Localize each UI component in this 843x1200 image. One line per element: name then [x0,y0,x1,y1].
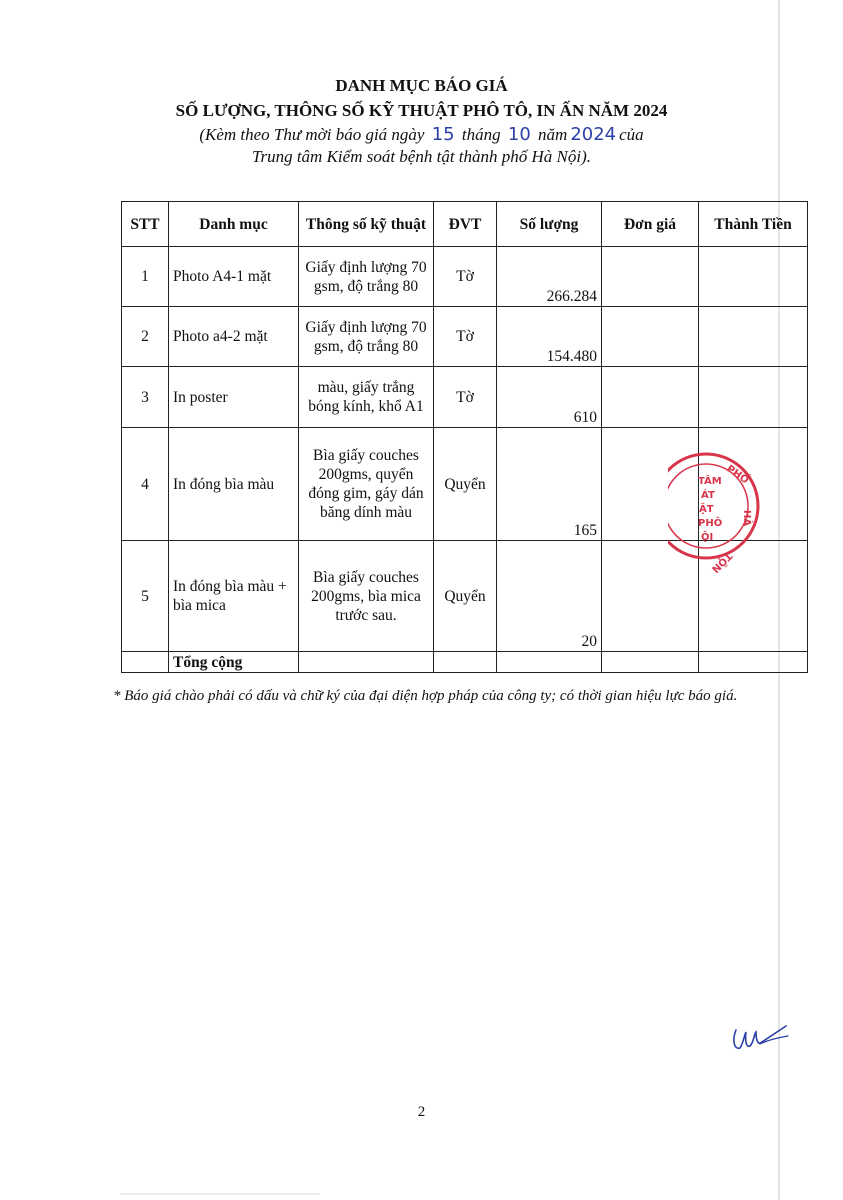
cell-item: Photo A4-1 mặt [169,247,299,307]
handwritten-initials-signature [730,1018,790,1058]
svg-text:PHỐ: PHỐ [724,463,751,487]
cell-qty [497,652,602,673]
document-title: DANH MỤC BÁO GIÁ [335,76,508,95]
cell-unit [434,652,497,673]
cell-spec: màu, giấy trắng bóng kính, khổ A1 [299,367,434,428]
cell-spec: Bìa giấy couches 200gms, quyển đóng gim, gáy dán băng dính màu [299,428,434,541]
cell-unit: Quyển [434,428,497,541]
table-header-row [122,202,808,247]
col-header-stt: STT [122,202,169,247]
table-row [122,247,808,307]
total-row [122,652,808,673]
cell-item: In đóng bìa màu [169,428,299,541]
cell-price [602,367,699,428]
cell-price [602,247,699,307]
cell-unit: Tờ [434,307,497,367]
cell-item: In đóng bìa màu + bìa mica [169,541,299,652]
handwritten-day: 15 [431,124,455,145]
col-header-amount: Thành Tiền [699,202,808,247]
attachment-year-label: năm [538,125,568,144]
document-header [0,74,843,168]
footnote: * Báo giá chào phải có dấu và chữ ký của đại diện hợp pháp của công ty; có thời gian hiệu lực báo giá. [113,688,738,704]
cell-amount [699,307,808,367]
svg-text:TÂM: TÂM [698,476,722,487]
cell-amount [699,652,808,673]
table-row [122,307,808,367]
cell-spec: Giấy định lượng 70 gsm, độ trắng 80 [299,307,434,367]
cell-item: In poster [169,367,299,428]
col-header-qty: Số lượng [497,202,602,247]
cell-qty: 20 [497,541,602,652]
total-label: Tổng cộng [169,652,299,673]
cell-unit: Quyển [434,541,497,652]
cell-spec [299,652,434,673]
cell-stt: 2 [122,307,169,367]
cell-unit: Tờ [434,367,497,428]
cell-amount [699,247,808,307]
page-number: 2 [417,1104,426,1120]
seal-graphic [668,440,764,580]
svg-text:HÀ: HÀ [741,510,752,527]
red-seal-stamp [668,440,764,580]
handwritten-year: 2024 [570,124,617,145]
document-subtitle: SỐ LƯỢNG, THÔNG SỐ KỸ THUẬT PHÔ TÔ, IN ẤN NĂM 2024 [175,101,668,120]
svg-text:PHÔ: PHÔ [698,518,723,529]
svg-text:ÁT: ÁT [701,490,715,501]
col-header-unit: ĐVT [434,202,497,247]
cell-stt: 4 [122,428,169,541]
scan-edge-bottom [120,1193,320,1195]
cell-price [602,652,699,673]
svg-text:ỘI: ỘI [701,532,714,543]
cell-stt: 1 [122,247,169,307]
handwritten-month: 10 [507,124,531,145]
cell-item: Photo a4-2 mặt [169,307,299,367]
attachment-prefix: (Kèm theo Thư mời báo giá ngày [199,125,425,144]
cell-stt [122,652,169,673]
col-header-price: Đơn giá [602,202,699,247]
cell-spec: Giấy định lượng 70 gsm, độ trắng 80 [299,247,434,307]
cell-stt: 5 [122,541,169,652]
cell-unit: Tờ [434,247,497,307]
attachment-month-label: tháng [461,125,501,144]
cell-qty: 165 [497,428,602,541]
attachment-suffix: của [619,125,644,144]
cell-spec: Bìa giấy couches 200gms, bìa mica trước sau. [299,541,434,652]
attachment-line-2: Trung tâm Kiểm soát bệnh tật thành phố Hà Nội). [251,147,592,166]
cell-stt: 3 [122,367,169,428]
svg-text:ẬT: ẬT [699,504,714,515]
attachment-line-1 [0,124,843,146]
cell-qty: 610 [497,367,602,428]
cell-qty: 154.480 [497,307,602,367]
col-header-spec: Thông số kỹ thuật [299,202,434,247]
quote-table [121,201,808,673]
cell-amount [699,367,808,428]
col-header-item: Danh mục [169,202,299,247]
cell-price [602,307,699,367]
table-row [122,367,808,428]
svg-text:TỘN: TỘN [709,549,734,575]
cell-qty: 266.284 [497,247,602,307]
